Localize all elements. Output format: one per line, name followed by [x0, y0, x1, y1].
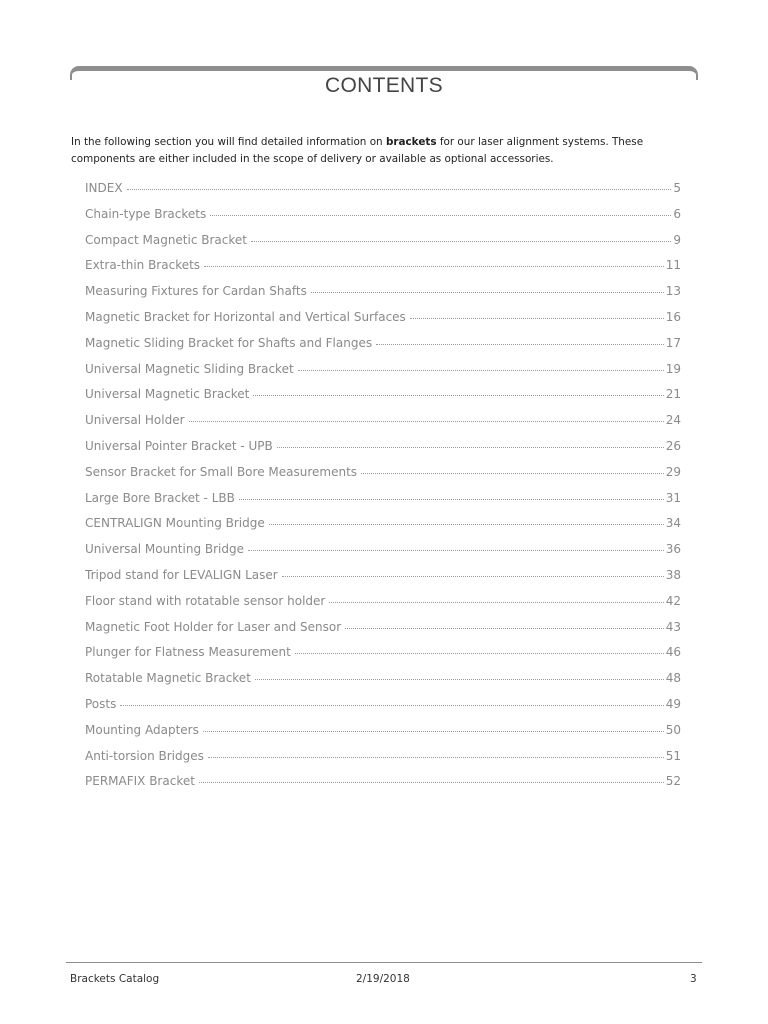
toc-entry-label: Magnetic Bracket for Horizontal and Vertical Surfaces [85, 309, 406, 324]
toc-dot-leader [204, 266, 664, 267]
toc-entry[interactable] [85, 620, 681, 646]
toc-entry-label: Sensor Bracket for Small Bore Measurements [85, 464, 358, 479]
toc-entry-page-number: 50 [665, 722, 681, 737]
toc-entry-label: Universal Magnetic Sliding Bracket [85, 361, 294, 376]
toc-entry-page-number: 21 [665, 387, 681, 402]
toc-entry[interactable] [85, 645, 681, 671]
toc-entry[interactable] [85, 774, 681, 800]
toc-dot-leader [361, 473, 664, 474]
toc-list [85, 181, 681, 800]
toc-entry-page-number: 6 [673, 206, 681, 221]
toc-entry[interactable] [85, 181, 681, 207]
toc-entry-page-number: 26 [665, 438, 681, 453]
intro-text-before: In the following section you will find detailed information on [71, 136, 386, 148]
toc-entry-page-number: 51 [665, 748, 681, 763]
toc-dot-leader [255, 679, 664, 680]
toc-entry-page-number: 16 [665, 309, 681, 324]
toc-entry[interactable] [85, 439, 681, 465]
toc-entry-page-number: 49 [665, 696, 681, 711]
toc-entry-label: Tripod stand for LEVALIGN Laser [85, 567, 278, 582]
toc-entry-label: Mounting Adapters [85, 722, 199, 737]
toc-dot-leader [253, 395, 663, 396]
toc-dot-leader [189, 421, 664, 422]
toc-entry[interactable] [85, 491, 681, 517]
toc-entry-label: Compact Magnetic Bracket [85, 232, 247, 247]
toc-entry[interactable] [85, 387, 681, 413]
toc-dot-leader [120, 705, 663, 706]
toc-entry-page-number: 52 [665, 774, 681, 789]
toc-entry-page-number: 11 [665, 258, 681, 273]
toc-dot-leader [329, 602, 663, 603]
toc-entry-page-number: 17 [665, 335, 681, 350]
toc-dot-leader [203, 731, 664, 732]
toc-entry-page-number: 38 [665, 567, 681, 582]
toc-entry[interactable] [85, 749, 681, 775]
toc-entry[interactable] [85, 284, 681, 310]
toc-entry-label: Rotatable Magnetic Bracket [85, 671, 251, 686]
toc-entry-label: Posts [85, 696, 117, 711]
toc-entry[interactable] [85, 362, 681, 388]
toc-entry-label: Magnetic Foot Holder for Laser and Sensor [85, 619, 342, 634]
toc-dot-leader [376, 344, 664, 345]
toc-entry-page-number: 13 [665, 284, 681, 299]
toc-entry-label: Universal Pointer Bracket - UPB [85, 438, 273, 453]
toc-entry[interactable] [85, 723, 681, 749]
toc-entry[interactable] [85, 594, 681, 620]
toc-entry-page-number: 48 [665, 671, 681, 686]
toc-entry[interactable] [85, 671, 681, 697]
toc-entry[interactable] [85, 207, 681, 233]
toc-entry-page-number: 31 [665, 490, 681, 505]
toc-entry-label: Floor stand with rotatable sensor holder [85, 593, 326, 608]
toc-entry-label: Large Bore Bracket - LBB [85, 490, 235, 505]
toc-dot-leader [298, 370, 664, 371]
toc-entry-label: Measuring Fixtures for Cardan Shafts [85, 284, 307, 299]
toc-dot-leader [199, 782, 664, 783]
toc-entry-page-number: 24 [665, 413, 681, 428]
toc-entry-page-number: 36 [665, 542, 681, 557]
toc-entry-page-number: 42 [665, 593, 681, 608]
intro-text-bold: brackets [385, 136, 437, 148]
footer-rule [66, 962, 702, 963]
toc-entry[interactable] [85, 336, 681, 362]
toc-entry-label: Universal Holder [85, 413, 185, 428]
toc-dot-leader [282, 576, 664, 577]
toc-entry[interactable] [85, 568, 681, 594]
toc-entry[interactable] [85, 465, 681, 491]
toc-entry[interactable] [85, 542, 681, 568]
toc-entry-page-number: 19 [665, 361, 681, 376]
toc-entry-label: CENTRALIGN Mounting Bridge [85, 516, 265, 531]
footer-date: 2/19/2018 [356, 973, 410, 985]
toc-entry-page-number: 5 [673, 181, 681, 195]
toc-entry[interactable] [85, 258, 681, 284]
toc-entry-label: Universal Magnetic Bracket [85, 387, 250, 402]
toc-entry-label: Extra-thin Brackets [85, 258, 201, 273]
toc-dot-leader [208, 757, 664, 758]
toc-entry[interactable] [85, 413, 681, 439]
page-title: CONTENTS [325, 74, 443, 97]
toc-dot-leader [311, 292, 664, 293]
toc-dot-leader [248, 550, 664, 551]
toc-entry[interactable] [85, 516, 681, 542]
toc-entry-page-number: 9 [673, 232, 681, 247]
toc-dot-leader [251, 241, 671, 242]
toc-entry[interactable] [85, 697, 681, 723]
toc-entry-page-number: 43 [665, 619, 681, 634]
toc-entry-page-number: 34 [665, 516, 681, 531]
intro-text-after: for our laser alignment systems. These components are either included in the scope of delivery or available as optional accessories. [71, 136, 644, 165]
footer-page-number: 3 [690, 973, 697, 985]
toc-dot-leader [239, 499, 664, 500]
toc-entry-label: Anti-torsion Bridges [85, 748, 204, 763]
toc-entry-label: Plunger for Flatness Measurement [85, 645, 291, 660]
toc-entry[interactable] [85, 233, 681, 259]
toc-dot-leader [210, 215, 671, 216]
toc-entry-label: Magnetic Sliding Bracket for Shafts and Flanges [85, 335, 373, 350]
toc-dot-leader [269, 524, 664, 525]
footer-document-title: Brackets Catalog [70, 973, 160, 985]
toc-entry-page-number: 46 [665, 645, 681, 660]
toc-dot-leader [127, 189, 672, 190]
toc-dot-leader [345, 628, 664, 629]
toc-entry-label: Universal Mounting Bridge [85, 542, 244, 557]
toc-dot-leader [410, 318, 664, 319]
toc-dot-leader [295, 653, 664, 654]
intro-paragraph [71, 134, 699, 168]
toc-entry-label: PERMAFIX Bracket [85, 774, 195, 789]
toc-entry-page-number: 29 [665, 464, 681, 479]
toc-entry-label: INDEX [85, 181, 123, 195]
toc-entry-label: Chain-type Brackets [85, 206, 207, 221]
toc-entry[interactable] [85, 310, 681, 336]
toc-dot-leader [277, 447, 664, 448]
